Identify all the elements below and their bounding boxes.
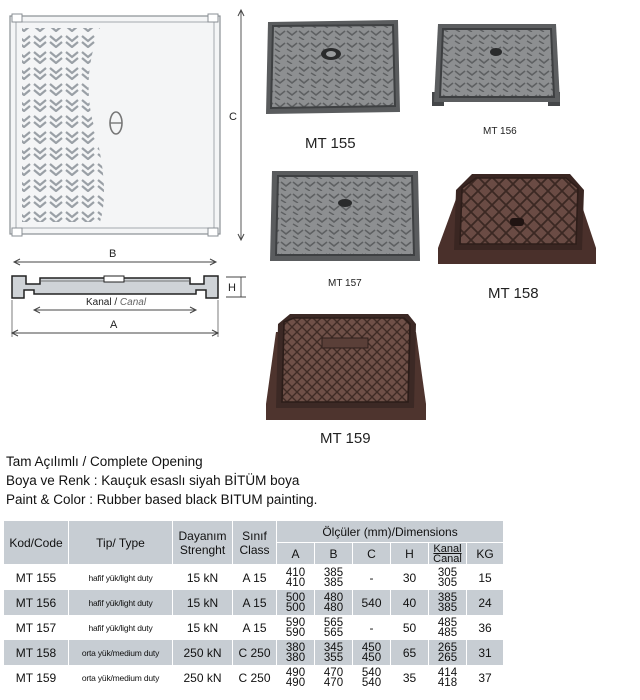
cell-c: - xyxy=(353,565,391,591)
cell-code: MT 158 xyxy=(4,640,69,665)
dimension-c xyxy=(229,10,244,240)
header-code: Kod/Code xyxy=(4,521,69,565)
cell-a: 590 590 xyxy=(277,615,315,640)
cell-h: 30 xyxy=(391,565,429,591)
dimension-kanal-label: Kanal / Canal xyxy=(86,297,147,308)
cell-h: 50 xyxy=(391,615,429,640)
table-row xyxy=(4,615,504,640)
product-image-mt159 xyxy=(262,312,430,422)
cell-a: 380 380 xyxy=(277,640,315,665)
table-row xyxy=(4,565,504,591)
cell-strength: 15 kN xyxy=(173,590,233,615)
table-row xyxy=(4,640,504,665)
cell-type: hafif yük/light duty xyxy=(69,565,173,591)
header-a: A xyxy=(277,543,315,565)
caption-mt156: MT 156 xyxy=(483,126,517,137)
header-kg: KG xyxy=(467,543,504,565)
cell-kanal: 385 385 xyxy=(429,590,467,615)
cell-type: hafif yük/light duty xyxy=(69,615,173,640)
cell-strength: 250 kN xyxy=(173,640,233,665)
caption-mt158: MT 158 xyxy=(488,285,539,302)
table-row xyxy=(4,665,504,690)
cell-kanal: 485 485 xyxy=(429,615,467,640)
header-strength: Dayanım Strenght xyxy=(173,521,233,565)
dimension-b xyxy=(14,248,216,265)
cell-h: 65 xyxy=(391,640,429,665)
cell-kanal: 265 265 xyxy=(429,640,467,665)
cell-kanal: 414 418 xyxy=(429,665,467,690)
cell-code: MT 159 xyxy=(4,665,69,690)
description-paint-en: Paint & Color : Rubber based black BITUM painting. xyxy=(6,492,318,507)
cell-b: 480 480 xyxy=(315,590,353,615)
caption-mt155: MT 155 xyxy=(305,135,356,152)
cell-type: orta yük/medium duty xyxy=(69,640,173,665)
cell-b: 470 470 xyxy=(315,665,353,690)
dimension-kanal xyxy=(34,297,196,313)
table-row xyxy=(4,590,504,615)
header-type: Tip/ Type xyxy=(69,521,173,565)
description-paint-tr: Boya ve Renk : Kauçuk esaslı siyah BİTÜM boya xyxy=(6,473,300,488)
cell-kanal: 305 305 xyxy=(429,565,467,591)
cell-type: orta yük/medium duty xyxy=(69,665,173,690)
product-image-mt156 xyxy=(430,20,564,112)
dimension-h-label: H xyxy=(228,282,236,294)
cell-type: hafif yük/light duty xyxy=(69,590,173,615)
cell-class: A 15 xyxy=(233,565,277,591)
spec-table xyxy=(3,520,504,690)
cell-b: 385 385 xyxy=(315,565,353,591)
cell-b: 345 355 xyxy=(315,640,353,665)
caption-mt159: MT 159 xyxy=(320,430,371,447)
cell-class: A 15 xyxy=(233,590,277,615)
cell-strength: 15 kN xyxy=(173,615,233,640)
cell-c: 450 450 xyxy=(353,640,391,665)
product-image-mt157 xyxy=(268,167,422,265)
cell-kg: 31 xyxy=(467,640,504,665)
caption-mt157: MT 157 xyxy=(328,278,362,289)
header-kanal: Kanal Canal xyxy=(429,543,467,565)
cell-kg: 15 xyxy=(467,565,504,591)
cell-c: 540 xyxy=(353,590,391,615)
cell-kg: 24 xyxy=(467,590,504,615)
cell-code: MT 157 xyxy=(4,615,69,640)
header-dimensions: Ölçüler (mm)/Dimensions xyxy=(277,521,504,543)
cover-section-view xyxy=(12,276,218,298)
dimension-h xyxy=(226,277,246,297)
dimension-c-label: C xyxy=(229,111,237,123)
cell-c: - xyxy=(353,615,391,640)
product-image-mt155 xyxy=(262,16,402,116)
dimension-a-label: A xyxy=(110,319,118,331)
cover-plan-view xyxy=(10,14,220,236)
cell-class: C 250 xyxy=(233,640,277,665)
cell-code: MT 155 xyxy=(4,565,69,591)
header-c: C xyxy=(353,543,391,565)
cell-kg: 36 xyxy=(467,615,504,640)
cell-b: 565 565 xyxy=(315,615,353,640)
cell-c: 540 540 xyxy=(353,665,391,690)
cell-a: 500 500 xyxy=(277,590,315,615)
cell-strength: 15 kN xyxy=(173,565,233,591)
cell-a: 490 490 xyxy=(277,665,315,690)
header-b: B xyxy=(315,543,353,565)
header-class: Sınıf Class xyxy=(233,521,277,565)
header-h: H xyxy=(391,543,429,565)
cell-class: A 15 xyxy=(233,615,277,640)
cell-h: 40 xyxy=(391,590,429,615)
table-header-row xyxy=(4,521,504,543)
description-opening: Tam Açılımlı / Complete Opening xyxy=(6,454,203,469)
cell-class: C 250 xyxy=(233,665,277,690)
cell-kg: 37 xyxy=(467,665,504,690)
technical-drawing xyxy=(0,0,270,345)
cell-code: MT 156 xyxy=(4,590,69,615)
cell-strength: 250 kN xyxy=(173,665,233,690)
dimension-b-label: B xyxy=(109,248,117,260)
cell-h: 35 xyxy=(391,665,429,690)
cell-a: 410 410 xyxy=(277,565,315,591)
product-image-mt158 xyxy=(436,170,598,266)
product-description xyxy=(6,452,317,509)
